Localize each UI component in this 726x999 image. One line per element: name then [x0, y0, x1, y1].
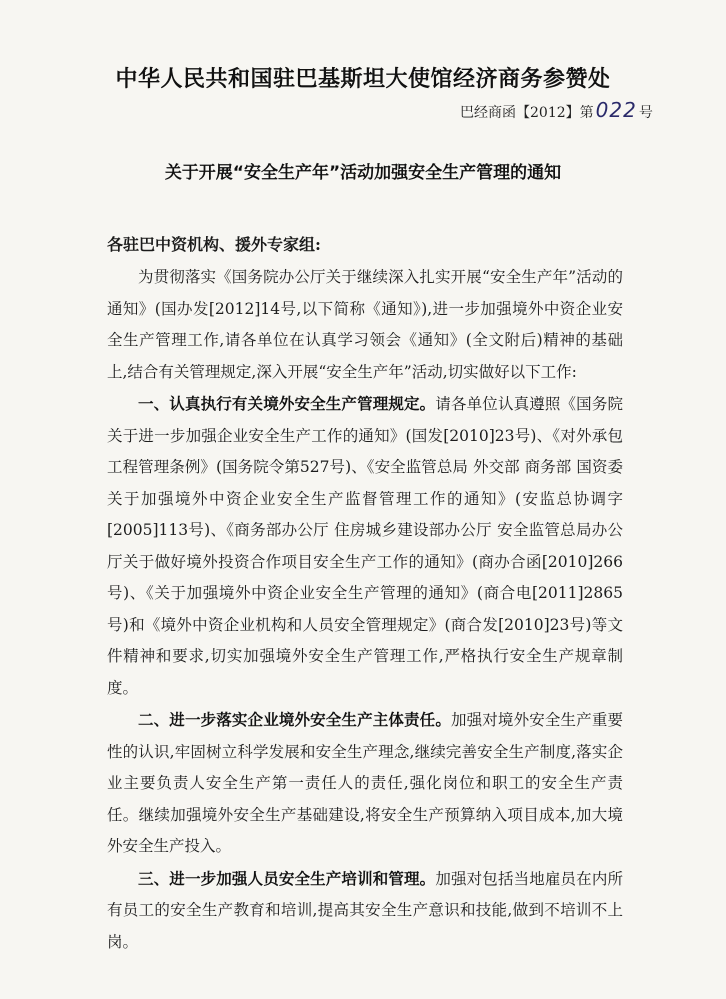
paragraph-item-2 — [107, 704, 623, 863]
document-number-suffix: 号 — [638, 105, 653, 121]
paragraph-text: 加强对境外安全生产重要性的认识,牢固树立科学发展和安全生产理念,继续完善安全生产制度,落实企业主要负责人安全生产第一责任人的责任,强化岗位和职工的安全生产责任。继续加强境外安全生产基础建设,将安全生产预算纳入项目成本,加大境外安全生产投入。 — [107, 711, 623, 855]
document-number-prefix: 巴经商函【2012】第 — [460, 105, 594, 121]
paragraph-item-3 — [107, 863, 623, 959]
notice-title: 关于开展“安全生产年”活动加强安全生产管理的通知 — [164, 163, 562, 183]
paragraph-item-1 — [107, 388, 623, 704]
document-body — [107, 262, 623, 958]
paragraph-text: 请各单位认真遵照《国务院关于进一步加强企业安全生产工作的通知》(国发[2010]23号)、《对外承包工程管理条例》(国务院令第527号)、《安全监管总局 外交部 商务部 国资委关于加强境外中资企业安全生产监督管理工作的通知》(安监总协调字[2005]113号)、《商务部办公厅 住房城乡建设部办公厅 安全监管总局办公厅关于做好境外投资合作项目安全生产工作的通知》(商办合函[2010]266号)、《关于加强境外中资企业安全生产管理的通知》(商合电[2011]2865号)和《境外中资企业机构和人员安全管理规定》(商合发[2010]23号)等文件精神和要求,切实加强境外安全生产管理工作,严格执行安全生产规章制度。 — [107, 395, 623, 697]
organization-title: 中华人民共和国驻巴基斯坦大使馆经济商务参赞处 — [115, 67, 611, 92]
paragraph-intro — [107, 262, 623, 388]
paragraph-text: 加强对包括当地雇员在内所有员工的安全生产教育和培训,提高其安全生产意识和技能,做到不培训不上岗。 — [107, 869, 623, 951]
paragraph-text: 为贯彻落实《国务院办公厅关于继续深入扎实开展“安全生产年”活动的通知》(国办发[2012]14号,以下简称《通知》),进一步加强境外中资企业安全生产管理工作,请各单位在认真学习领会《通知》(全文附后)精神的基础上,结合有关管理规定,深入开展“安全生产年”活动,切实做好以下工作: — [107, 268, 623, 381]
paragraph-heading: 三、进一步加强人员安全生产培训和管理。 — [138, 868, 436, 888]
document-number-handwritten: 022 — [595, 98, 637, 122]
document-number — [460, 98, 653, 122]
paragraph-heading: 二、进一步落实企业境外安全生产主体责任。 — [138, 710, 451, 729]
paragraph-heading: 一、认真执行有关境外安全生产管理规定。 — [138, 394, 436, 413]
salutation: 各驻巴中资机构、援外专家组: — [107, 235, 321, 254]
